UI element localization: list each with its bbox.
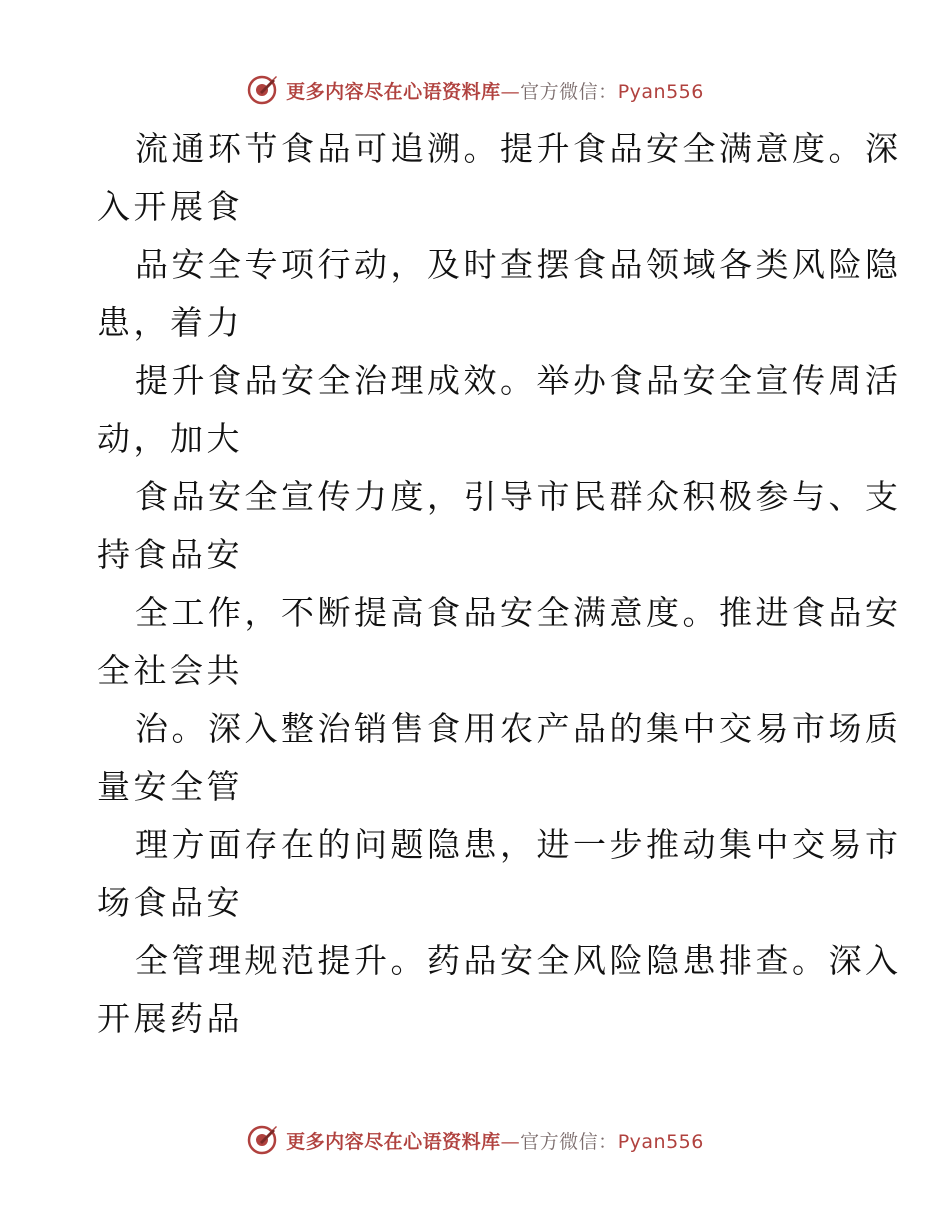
body-line: 全工作，不断提高食品安全满意度。推进食品安: [135, 593, 902, 632]
body-line: 理方面存在的问题隐患，进一步推动集中交易市: [135, 825, 902, 864]
banner-dash: —: [500, 80, 521, 103]
banner-wechat-label: 官方微信：: [520, 80, 618, 103]
body-line: 提升食品安全治理成效。举办食品安全宣传周活: [135, 361, 902, 400]
body-line: 流通环节食品可追溯。提升食品安全满意度。深: [135, 129, 902, 168]
footer-watermark-banner: [0, 1120, 950, 1160]
body-line: 量安全管: [97, 767, 243, 806]
banner-wechat-id: Pyan556: [617, 1130, 704, 1153]
body-line: 治。深入整治销售食用农产品的集中交易市场质: [135, 709, 902, 748]
body-line: 品安全专项行动，及时查摆食品领域各类风险隐: [135, 245, 902, 284]
body-line: 场食品安: [97, 883, 243, 922]
body-line: 动，加大: [97, 419, 243, 458]
body-line: 入开展食: [97, 187, 243, 226]
body-line: 患，着力: [97, 303, 243, 342]
body-line: 全管理规范提升。药品安全风险隐患排查。深入: [135, 941, 902, 980]
header-watermark-banner: [0, 70, 950, 110]
banner-main-text: 更多内容尽在心语资料库: [286, 1130, 501, 1153]
banner-main-text: 更多内容尽在心语资料库: [286, 80, 501, 103]
banner-dash: —: [500, 1130, 521, 1153]
document-body: [97, 120, 902, 1048]
banner-wechat-label: 官方微信：: [520, 1130, 618, 1153]
body-line: 食品安全宣传力度，引导市民群众积极参与、支: [135, 477, 902, 516]
brand-logo-icon: [246, 74, 278, 106]
body-line: 持食品安: [97, 535, 243, 574]
body-line: 全社会共: [97, 651, 243, 690]
brand-logo-icon: [246, 1124, 278, 1156]
body-line: 开展药品: [97, 999, 243, 1038]
banner-wechat-id: Pyan556: [617, 80, 704, 103]
